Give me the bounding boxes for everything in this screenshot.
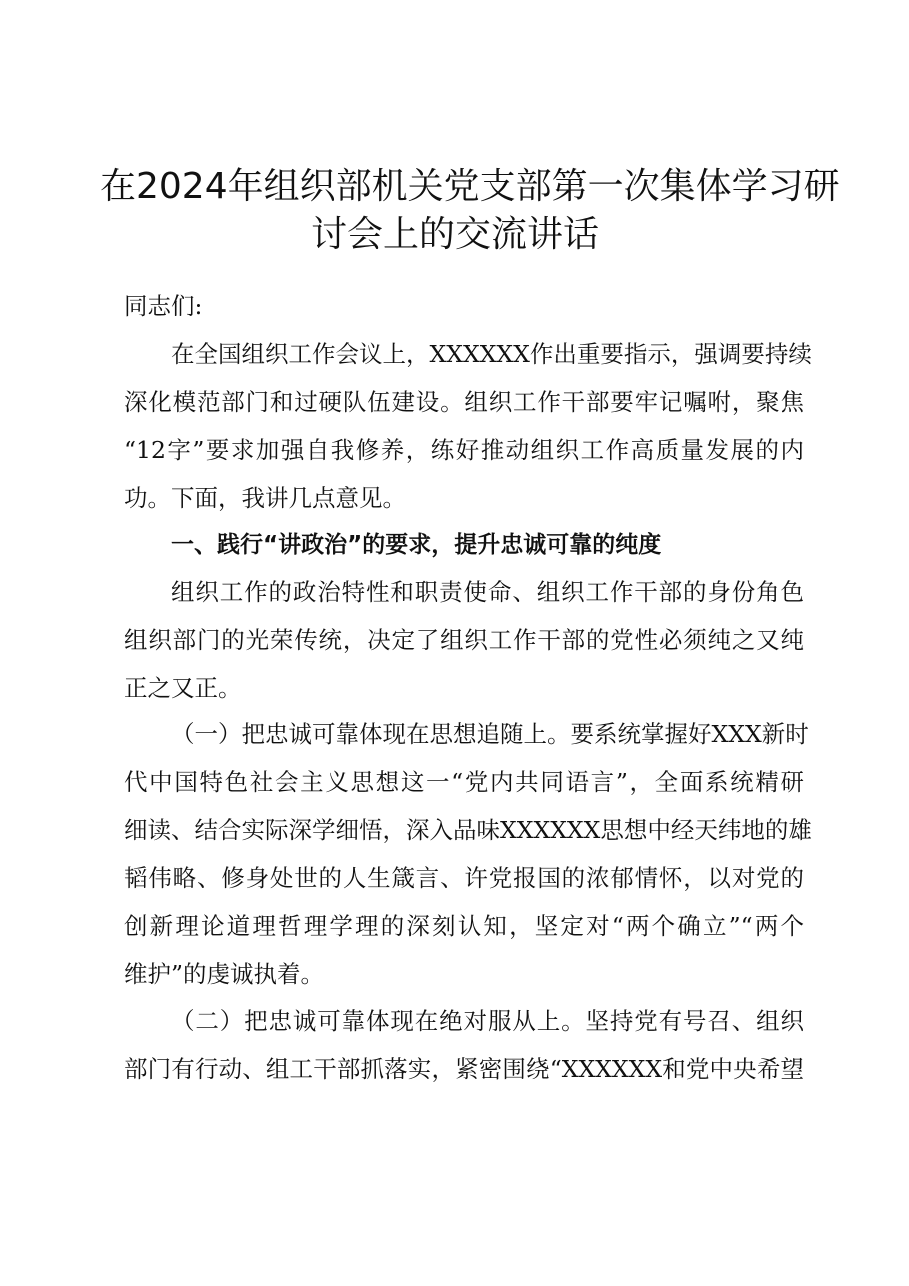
paragraph-line: （一）把忠诚可靠体现在思想追随上。要系统掌握好XXX新时 (171, 720, 809, 748)
paragraph-line: 正之又正。 (124, 674, 242, 702)
paragraph-line: 创新理论道理哲理学理的深刻认知，坚定对“两个确立”“两个 (124, 912, 804, 940)
paragraph-line: 组织工作的政治特性和职责使命、组织工作干部的身份角色 (171, 578, 804, 606)
paragraph-line: 部门有行动、组工干部抓落实，紧密围绕“XXXXXX和党中央希望 (124, 1055, 804, 1083)
paragraph-line: 维护”的虔诚执着。 (124, 960, 325, 988)
document-title-line-2: 讨会上的交流讲话 (310, 214, 599, 255)
paragraph-line: 组织部门的光荣传统，决定了组织工作干部的党性必须纯之又纯 (124, 626, 804, 654)
paragraph-line: （二）把忠诚可靠体现在绝对服从上。坚持党有号召、组织 (171, 1007, 804, 1035)
paragraph-line: 细读、结合实际深学细悟，深入品味XXXXXX思想中经天纬地的雄 (124, 816, 812, 844)
paragraph-line: “12字”要求加强自我修养，练好推动组织工作高质量发展的内 (124, 436, 804, 464)
paragraph-line: 代中国特色社会主义思想这一“党内共同语言”，全面系统精研 (124, 768, 804, 796)
paragraph-line: 在全国组织工作会议上，XXXXXX作出重要指示，强调要持续 (171, 340, 812, 368)
section-heading: 一、践行“讲政治”的要求，提升忠诚可靠的纯度 (171, 532, 662, 558)
salutation: 同志们: (124, 292, 203, 320)
document-title-line-1: 在2024年组织部机关党支部第一次集体学习研 (100, 166, 840, 207)
paragraph-line: 功。下面，我讲几点意见。 (124, 484, 406, 512)
paragraph-line: 深化模范部门和过硬队伍建设。组织工作干部要牢记嘱咐，聚焦 (124, 388, 804, 416)
paragraph-line: 韬伟略、修身处世的人生箴言、许党报国的浓郁情怀，以对党的 (124, 864, 804, 892)
